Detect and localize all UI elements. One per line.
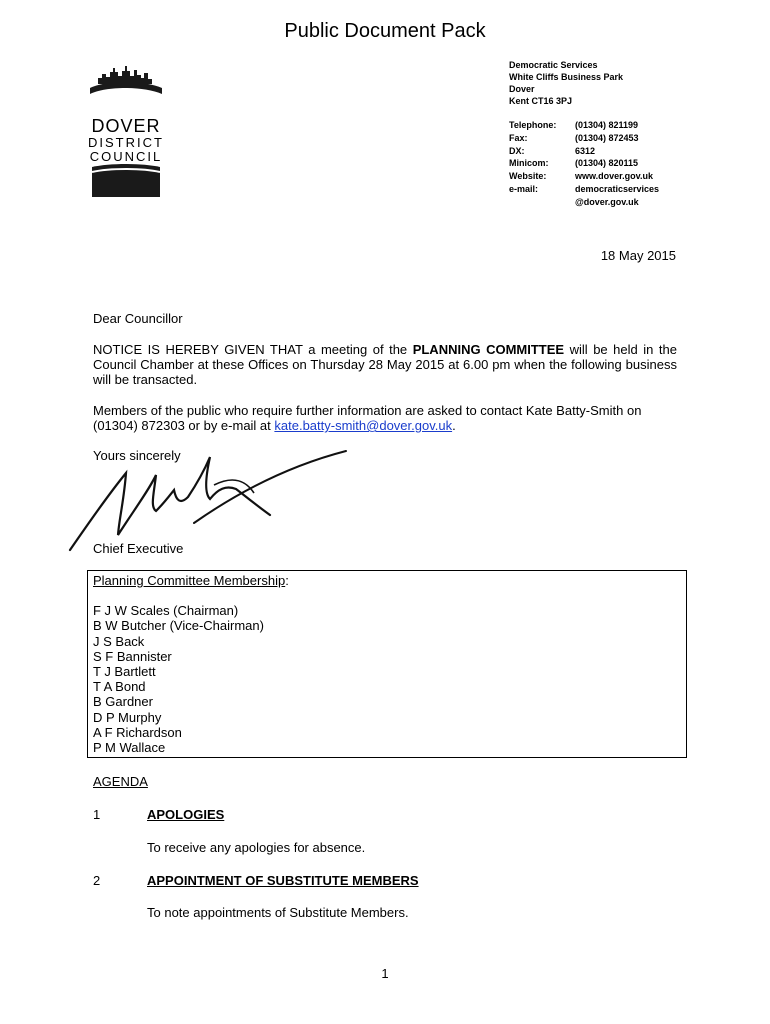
agenda-item-description: To note appointments of Substitute Members.	[147, 905, 409, 920]
contact-email-link[interactable]: kate.batty-smith@dover.gov.uk	[274, 418, 453, 433]
email-value: democraticservices	[575, 183, 660, 194]
logo-line-dover: DOVER	[91, 116, 161, 136]
contact-row	[509, 196, 695, 209]
notice-text-continued: will be held in the Council Chamber at these Offices on Thursday 28 May 2015 at 6.00 pm when the following business will be transacted.	[93, 342, 677, 387]
public-info-text: Members of the public who require further information are asked to contact Kate Batty-Smith on (01304) 872303 or by e-mail at	[93, 403, 642, 433]
address-line: Dover	[509, 84, 535, 94]
page-number: 1	[381, 966, 389, 981]
contact-row	[509, 132, 695, 145]
agenda-heading: AGENDA	[93, 774, 148, 789]
agenda-item-number: 2	[93, 873, 101, 888]
public-info-paragraph	[93, 403, 677, 433]
letter-date: 18 May 2015	[600, 248, 676, 263]
contact-row	[509, 157, 695, 170]
castle-skyline-icon	[86, 62, 166, 112]
member-name: P M Wallace	[93, 740, 166, 756]
contact-row	[509, 119, 695, 132]
agenda-item-number: 1	[93, 807, 101, 822]
address-line: Democratic Services	[509, 60, 598, 70]
agenda-item-description: To receive any apologies for absence.	[147, 840, 366, 855]
page-header-title: Public Document Pack	[284, 20, 486, 42]
contact-value: (01304) 820115	[575, 158, 639, 169]
contact-label: DX:	[509, 145, 525, 156]
email-value-continued: @dover.gov.uk	[575, 196, 639, 207]
member-name: T J Bartlett	[93, 664, 156, 680]
website-value[interactable]: www.dover.gov.uk	[575, 171, 654, 182]
contact-label	[509, 196, 575, 209]
contact-row	[509, 145, 695, 158]
notice-text: NOTICE IS HEREBY GIVEN THAT a meeting of the	[93, 342, 413, 357]
cliffs-icon	[86, 163, 166, 197]
committee-membership-box	[87, 570, 687, 758]
meeting-notice	[93, 342, 677, 387]
address-line: White Cliffs Business Park	[509, 72, 624, 82]
member-name: J S Back	[93, 633, 145, 649]
logo-line-council: COUNCIL	[89, 148, 163, 164]
committee-name: PLANNING COMMITTEE	[412, 342, 565, 357]
membership-heading	[93, 573, 681, 588]
contact-label: e-mail:	[509, 183, 539, 194]
logo-line-district: DISTRICT	[88, 134, 164, 150]
membership-title-suffix: :	[285, 573, 289, 588]
member-name: T A Bond	[93, 679, 146, 695]
member-name: D P Murphy	[93, 709, 162, 725]
member-name: B Gardner	[93, 694, 153, 710]
contact-label: Fax:	[509, 132, 528, 143]
contact-value: 6312	[575, 145, 596, 156]
address-line: Kent CT16 3PJ	[509, 96, 573, 106]
contact-value: (01304) 821199	[575, 120, 639, 130]
signatory-title: Chief Executive	[93, 541, 184, 556]
membership-title: Planning Committee Membership	[93, 573, 286, 588]
logo-wordmark	[86, 117, 166, 163]
closing: Yours sincerely	[93, 448, 181, 463]
member-name: A F Richardson	[93, 724, 182, 740]
council-logo	[86, 62, 166, 192]
contact-value: (01304) 872453	[575, 132, 639, 143]
address-block	[509, 59, 623, 107]
public-info-end: .	[452, 418, 456, 433]
member-name: B W Butcher (Vice-Chairman)	[93, 618, 264, 634]
member-name: S F Bannister	[93, 648, 172, 664]
contact-label: Minicom:	[509, 158, 549, 169]
contact-row	[509, 183, 695, 196]
agenda-item-title: APOLOGIES	[147, 807, 225, 822]
contact-label: Website:	[509, 171, 547, 182]
agenda-item-title: APPOINTMENT OF SUBSTITUTE MEMBERS	[147, 873, 419, 888]
contact-row	[509, 170, 695, 183]
salutation: Dear Councillor	[93, 311, 183, 326]
member-name: F J W Scales (Chairman)	[93, 603, 239, 619]
contact-details	[509, 119, 695, 209]
contact-label: Telephone:	[509, 120, 557, 130]
